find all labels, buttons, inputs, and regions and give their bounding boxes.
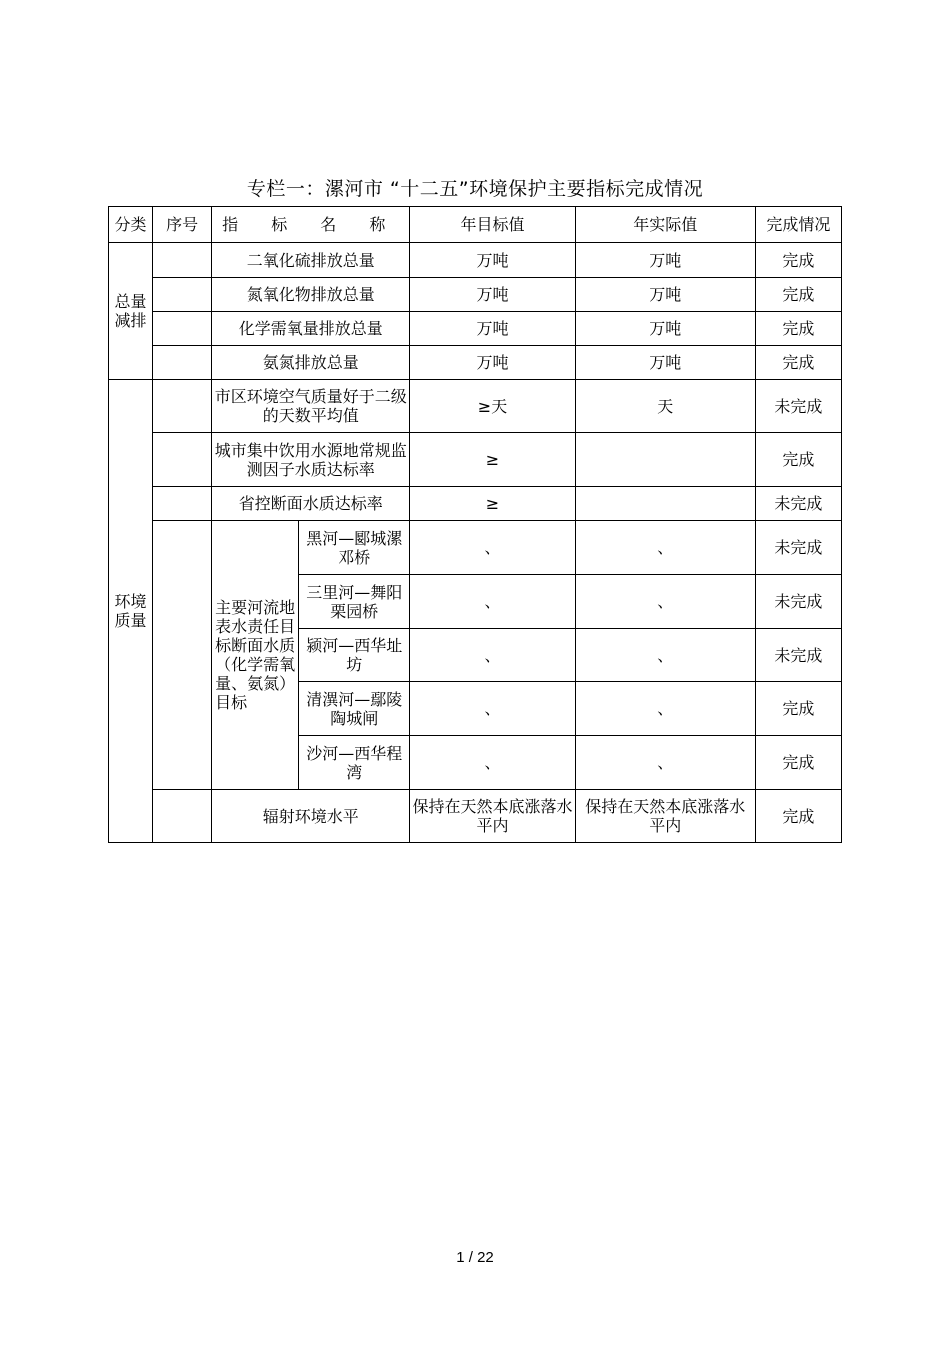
actual-value: 万吨 bbox=[575, 312, 755, 346]
header-seq: 序号 bbox=[153, 207, 212, 243]
target-value: 、 bbox=[410, 629, 575, 682]
table-row bbox=[109, 433, 842, 487]
indicator-name: 氨氮排放总量 bbox=[212, 346, 410, 380]
actual-value bbox=[575, 433, 755, 487]
seq-cell bbox=[153, 312, 212, 346]
seq-cell bbox=[153, 278, 212, 312]
actual-value: 、 bbox=[575, 521, 755, 575]
seq-cell bbox=[153, 521, 212, 790]
section-name: 颍河—西华址坊 bbox=[299, 629, 410, 682]
target-value: 万吨 bbox=[410, 243, 575, 278]
actual-value: 保持在天然本底涨落水平内 bbox=[575, 790, 755, 843]
status-value: 完成 bbox=[755, 790, 841, 843]
seq-cell bbox=[153, 433, 212, 487]
seq-cell bbox=[153, 790, 212, 843]
table-row bbox=[109, 243, 842, 278]
indicator-name: 二氧化硫排放总量 bbox=[212, 243, 410, 278]
table-row bbox=[109, 487, 842, 521]
seq-cell bbox=[153, 487, 212, 521]
table-row bbox=[109, 790, 842, 843]
target-value: 、 bbox=[410, 682, 575, 736]
status-value: 未完成 bbox=[755, 575, 841, 629]
actual-value: 、 bbox=[575, 736, 755, 790]
indicator-name: 城市集中饮用水源地常规监测因子水质达标率 bbox=[212, 433, 410, 487]
page-number: 1 / 22 bbox=[456, 1249, 494, 1266]
table-row bbox=[109, 312, 842, 346]
indicators-table bbox=[108, 206, 842, 843]
status-value: 完成 bbox=[755, 682, 841, 736]
river-group-label: 主要河流地表水责任目标断面水质（化学需氧量、氨氮）目标 bbox=[212, 521, 299, 790]
target-value: 万吨 bbox=[410, 278, 575, 312]
target-value: 万吨 bbox=[410, 346, 575, 380]
category-env-quality: 环境质量 bbox=[109, 380, 153, 843]
header-status: 完成情况 bbox=[755, 207, 841, 243]
seq-cell bbox=[153, 243, 212, 278]
status-value: 完成 bbox=[755, 243, 841, 278]
actual-value: 、 bbox=[575, 575, 755, 629]
status-value: 完成 bbox=[755, 312, 841, 346]
header-target: 年目标值 bbox=[410, 207, 575, 243]
indicator-name: 省控断面水质达标率 bbox=[212, 487, 410, 521]
actual-value: 万吨 bbox=[575, 278, 755, 312]
actual-value: 天 bbox=[575, 380, 755, 433]
actual-value: 、 bbox=[575, 682, 755, 736]
table-row bbox=[109, 521, 842, 575]
table-row bbox=[109, 380, 842, 433]
header-actual: 年实际值 bbox=[575, 207, 755, 243]
target-value: 、 bbox=[410, 521, 575, 575]
page-title: 专栏一：漯河市 “十二五”环境保护主要指标完成情况 bbox=[246, 178, 704, 200]
status-value: 未完成 bbox=[755, 487, 841, 521]
target-value: 万吨 bbox=[410, 312, 575, 346]
section-name: 清潩河—鄢陵陶城闸 bbox=[299, 682, 410, 736]
section-name: 三里河—舞阳栗园桥 bbox=[299, 575, 410, 629]
status-value: 未完成 bbox=[755, 629, 841, 682]
table-header-row bbox=[109, 207, 842, 243]
seq-cell bbox=[153, 346, 212, 380]
actual-value: 万吨 bbox=[575, 346, 755, 380]
header-category: 分类 bbox=[109, 207, 153, 243]
target-value: 保持在天然本底涨落水平内 bbox=[410, 790, 575, 843]
actual-value bbox=[575, 487, 755, 521]
target-value: 、 bbox=[410, 575, 575, 629]
status-value: 完成 bbox=[755, 736, 841, 790]
section-name: 黑河—郾城漯邓桥 bbox=[299, 521, 410, 575]
table-row bbox=[109, 278, 842, 312]
table-row bbox=[109, 346, 842, 380]
header-indicator: 指 标 名 称 bbox=[212, 207, 410, 243]
target-value: 、 bbox=[410, 736, 575, 790]
target-value: ≥天 bbox=[410, 380, 575, 433]
indicator-name: 辐射环境水平 bbox=[212, 790, 410, 843]
target-value: ≥ bbox=[410, 433, 575, 487]
category-total-reduction: 总量减排 bbox=[109, 243, 153, 380]
status-value: 完成 bbox=[755, 433, 841, 487]
status-value: 未完成 bbox=[755, 521, 841, 575]
section-name: 沙河—西华程湾 bbox=[299, 736, 410, 790]
actual-value: 万吨 bbox=[575, 243, 755, 278]
seq-cell bbox=[153, 380, 212, 433]
indicator-name: 市区环境空气质量好于二级的天数平均值 bbox=[212, 380, 410, 433]
indicator-name: 氮氧化物排放总量 bbox=[212, 278, 410, 312]
status-value: 完成 bbox=[755, 278, 841, 312]
status-value: 完成 bbox=[755, 346, 841, 380]
actual-value: 、 bbox=[575, 629, 755, 682]
target-value: ≥ bbox=[410, 487, 575, 521]
status-value: 未完成 bbox=[755, 380, 841, 433]
indicator-name: 化学需氧量排放总量 bbox=[212, 312, 410, 346]
